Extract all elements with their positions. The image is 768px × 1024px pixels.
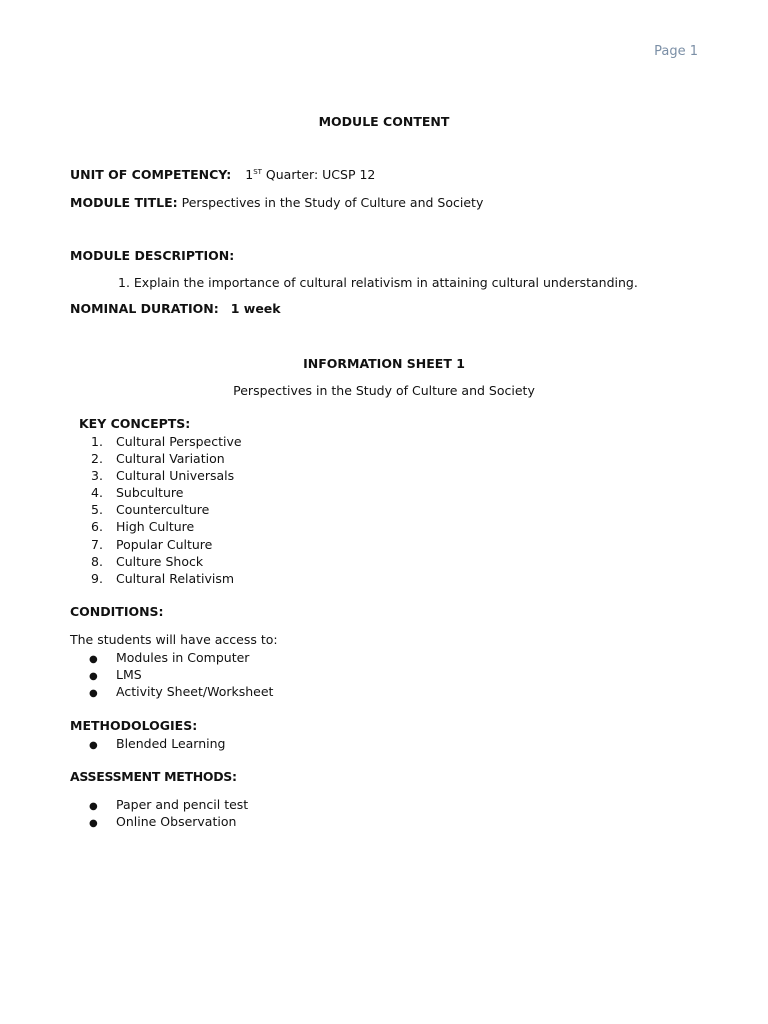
page-number: Page 1 <box>654 44 698 59</box>
assessment-methods-label: ASSESSMENT METHODS: <box>70 769 237 784</box>
list-item: ● Modules in Computer <box>86 649 273 666</box>
methodologies-label: METHODOLOGIES: <box>70 718 198 733</box>
bullet-icon: ● <box>89 818 98 830</box>
list-item: 5. Counterculture <box>91 502 210 518</box>
unit-label: UNIT OF COMPETENCY: <box>70 167 232 182</box>
module-title-value: Perspectives in the Study of Culture and Society <box>181 195 484 210</box>
module-title-label: MODULE TITLE: <box>70 195 178 210</box>
information-sheet-subtitle: Perspectives in the Study of Culture and Society <box>233 383 535 398</box>
information-sheet-title: INFORMATION SHEET 1 <box>303 356 465 371</box>
module-title-row <box>70 195 483 211</box>
key-concepts-label: KEY CONCEPTS: <box>79 416 191 431</box>
key-concepts-list <box>86 433 242 587</box>
duration-value: 1 week <box>230 301 281 316</box>
conditions-label: CONDITIONS: <box>70 604 164 619</box>
list-item: ● Online Observation <box>86 813 248 830</box>
list-item: ● LMS <box>86 666 273 683</box>
list-item: ● Blended Learning <box>86 735 225 752</box>
bullet-icon: ● <box>89 740 98 751</box>
assessment-methods-list <box>86 796 248 830</box>
duration-label: NOMINAL DURATION: <box>70 301 219 316</box>
module-description-label: MODULE DESCRIPTION: <box>70 248 235 263</box>
unit-of-competency <box>70 167 375 183</box>
conditions-intro: The students will have access to: <box>70 632 278 647</box>
conditions-list <box>86 649 273 700</box>
unit-quarter-value: Quarter: UCSP 12 <box>261 167 376 182</box>
bullet-icon: ● <box>89 688 98 700</box>
module-description-item: 1. Explain the importance of cultural relativism in attaining cultural understanding. <box>118 275 638 290</box>
nominal-duration-row <box>70 301 281 317</box>
list-item: 6. High Culture <box>91 519 195 535</box>
unit-quarter-superscript: ST <box>253 167 262 176</box>
list-item: 7. Popular Culture <box>91 536 213 552</box>
bullet-icon: ● <box>89 654 98 665</box>
list-item: 9. Cultural Relativism <box>91 570 235 586</box>
bullet-icon: ● <box>89 801 98 812</box>
page-title: MODULE CONTENT <box>318 114 450 129</box>
list-item: 3. Cultural Universals <box>91 468 235 484</box>
bullet-icon: ● <box>89 671 98 683</box>
list-item: ● Activity Sheet/Worksheet <box>86 683 273 700</box>
list-item: 2. Cultural Variation <box>91 451 225 467</box>
list-item: 8. Culture Shock <box>91 553 204 569</box>
list-item: 4. Subculture <box>91 485 184 501</box>
list-item: ● Paper and pencil test <box>86 796 248 813</box>
unit-quarter-number: 1 <box>245 167 254 182</box>
methodologies-list <box>86 735 225 752</box>
list-item: 1. Cultural Perspective <box>91 434 242 449</box>
